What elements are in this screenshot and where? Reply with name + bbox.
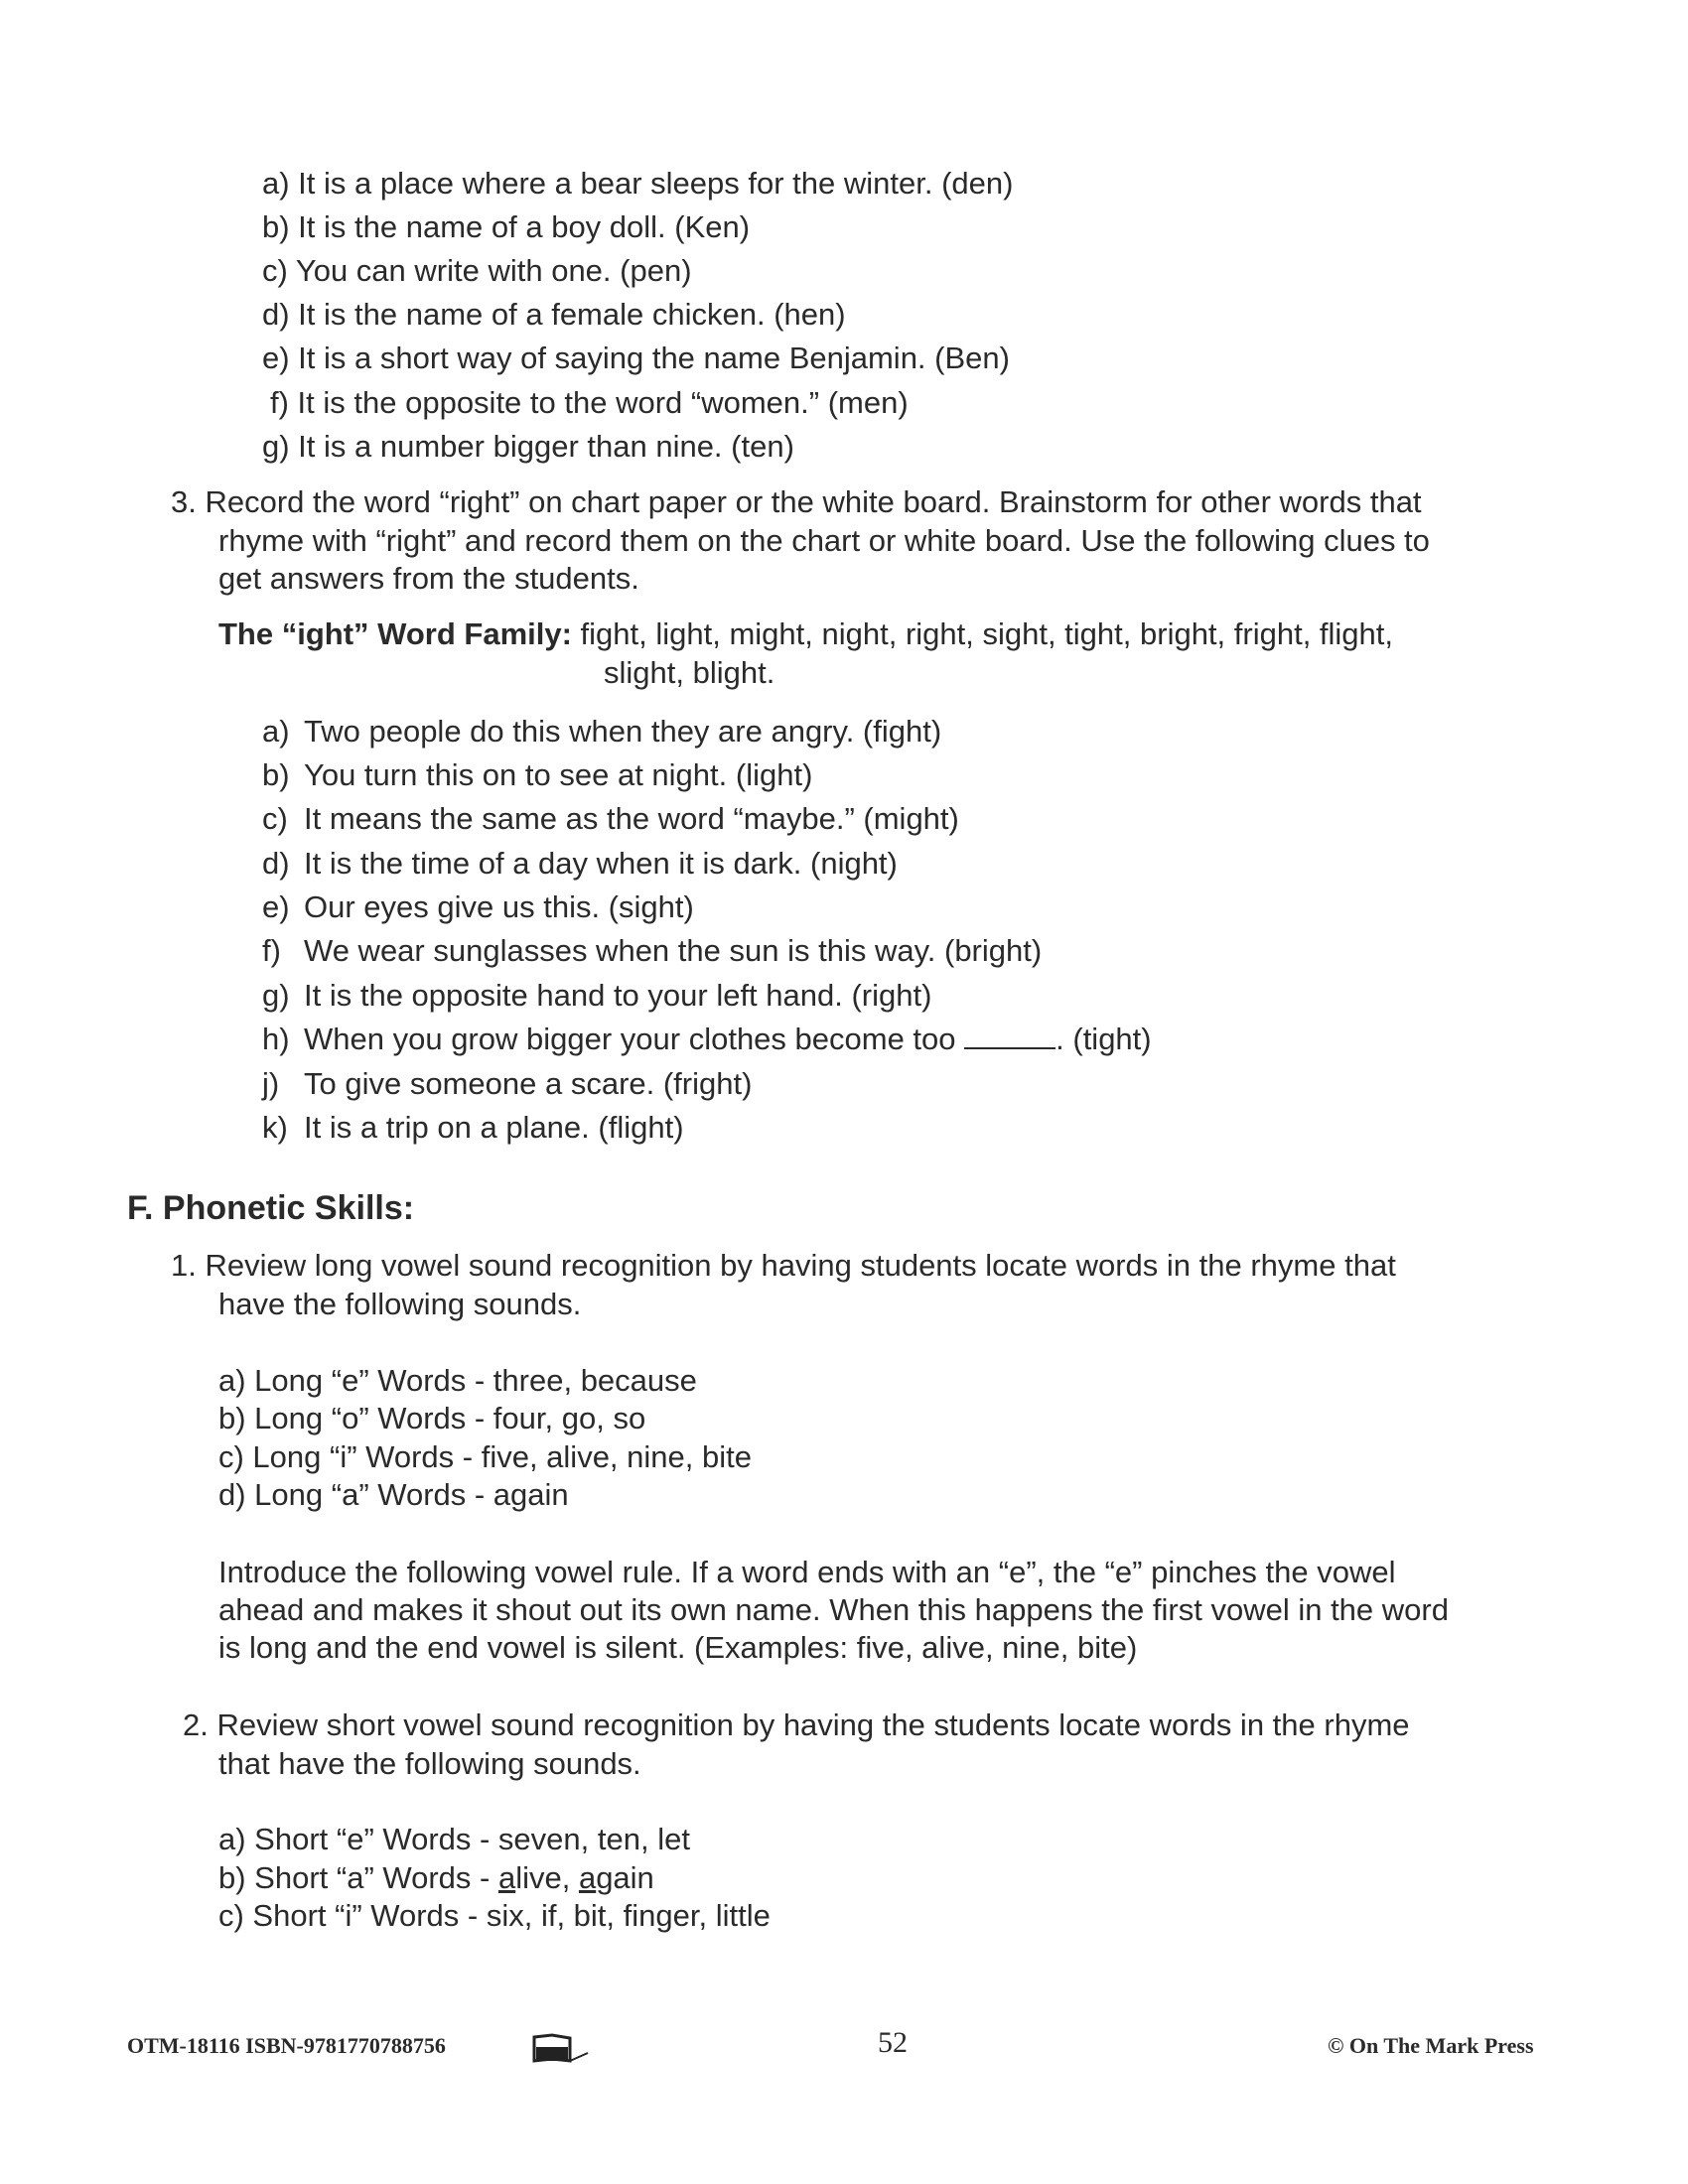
item3-line2: rhyme with “right” and record them on the chart or white board. Use the following clues to: [218, 523, 1430, 558]
ight-clue-g: g) It is the opposite hand to your left hand. (right): [262, 978, 932, 1013]
item3-line3: get answers from the students.: [218, 561, 639, 596]
en-clue-c: c) You can write with one. (pen): [262, 253, 692, 288]
footer-isbn: OTM-18116 ISBN-9781770788756: [127, 2033, 446, 2058]
ight-clue-j: j) To give someone a scare. (fright): [262, 1066, 753, 1101]
short-vowel-a: b) Short “a” Words - alive, again: [218, 1860, 654, 1895]
ight-clue-c: c) It means the same as the word “maybe.” (might): [262, 801, 959, 836]
en-clue-b: b) It is the name of a boy doll. (Ken): [262, 209, 751, 244]
item3-line1: 3. Record the word “right” on chart paper or the white board. Brainstorm for other words that: [171, 484, 1422, 519]
ight-clue-k: k) It is a trip on a plane. (flight): [262, 1110, 684, 1145]
long-vowel-a: a) Long “e” Words - three, because: [218, 1363, 697, 1398]
vowel-rule-line2: ahead and makes it shout out its own name. When this happens the first vowel in the word: [218, 1592, 1449, 1627]
f-item1-line1: 1. Review long vowel sound recognition by having students locate words in the rhyme that: [171, 1248, 1396, 1283]
f-item1-line2: have the following sounds.: [218, 1287, 582, 1321]
page-number: 52: [878, 2026, 908, 2059]
short-vowel-e: a) Short “e” Words - seven, ten, let: [218, 1822, 690, 1856]
en-clue-e: e) It is a short way of saying the name Benjamin. (Ben): [262, 341, 1010, 375]
footer-publisher: © On The Mark Press: [1328, 2033, 1534, 2058]
word-family-words: fight, light, might, night, right, sight, tight, bright, fright, flight,: [571, 616, 1394, 651]
f-item2-line2: that have the following sounds.: [218, 1746, 641, 1781]
fill-in-blank: [964, 1022, 1055, 1049]
vowel-rule-line3: is long and the end vowel is silent. (Examples: five, alive, nine, bite): [218, 1630, 1138, 1665]
long-vowel-o: b) Long “o” Words - four, go, so: [218, 1401, 646, 1435]
ight-clue-f: f) We wear sunglasses when the sun is this way. (bright): [262, 933, 1043, 968]
ight-clue-b: b) You turn this on to see at night. (light): [262, 757, 813, 792]
short-vowel-i: c) Short “i” Words - six, if, bit, finger, little: [218, 1898, 771, 1933]
long-vowel-a2: d) Long “a” Words - again: [218, 1477, 569, 1512]
section-f-heading: F. Phonetic Skills:: [127, 1189, 415, 1227]
en-clue-a: a) It is a place where a bear sleeps for the winter. (den): [262, 166, 1014, 201]
ight-clue-e: e) Our eyes give us this. (sight): [262, 889, 694, 924]
book-logo-icon: [530, 2031, 600, 2067]
vowel-rule-line1: Introduce the following vowel rule. If a word ends with an “e”, the “e” pinches the vowel: [218, 1555, 1396, 1589]
word-family-label: The “ight” Word Family:: [218, 616, 572, 651]
word-family-words-cont: slight, blight.: [604, 655, 775, 690]
ight-clue-a: a) Two people do this when they are angry. (fight): [262, 714, 942, 749]
f-item2-line1: 2. Review short vowel sound recognition by having the students locate words in the rhyme: [183, 1707, 1410, 1742]
en-clue-d: d) It is the name of a female chicken. (hen): [262, 297, 846, 332]
ight-clue-d: d) It is the time of a day when it is dark. (night): [262, 846, 898, 881]
ight-clue-h: h) When you grow bigger your clothes become too . (tight): [262, 1022, 1152, 1056]
word-family-line: [218, 615, 1393, 653]
en-clue-f: f) It is the opposite to the word “women.” (men): [270, 385, 909, 420]
long-vowel-i: c) Long “i” Words - five, alive, nine, bite: [218, 1439, 752, 1474]
en-clue-g: g) It is a number bigger than nine. (ten): [262, 429, 794, 464]
